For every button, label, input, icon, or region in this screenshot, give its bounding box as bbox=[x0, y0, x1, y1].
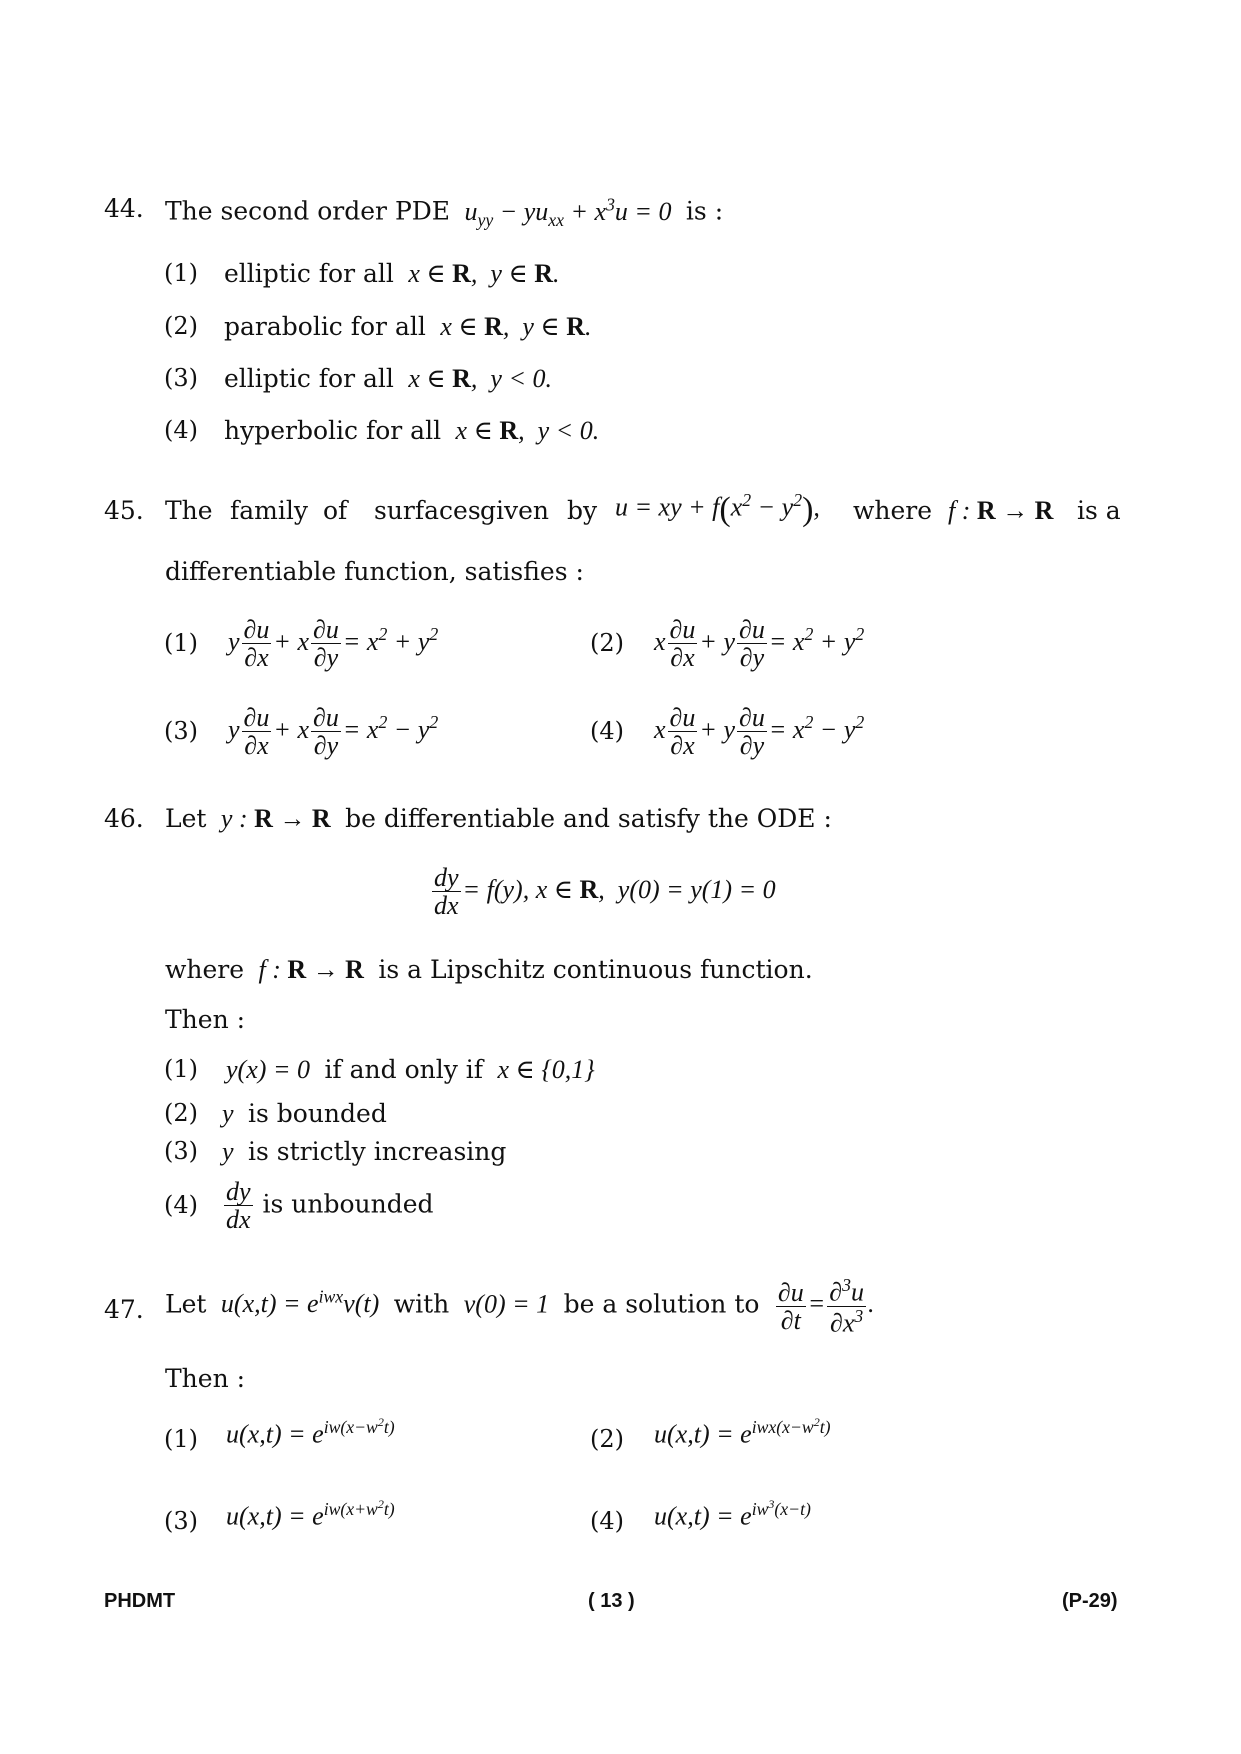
option-text: is strictly increasing bbox=[248, 1137, 507, 1166]
option-text: is unbounded bbox=[262, 1189, 434, 1219]
option-content bbox=[226, 1056, 595, 1085]
option-content bbox=[224, 260, 559, 289]
option-number: (3) bbox=[164, 717, 198, 745]
option-math: y $\frac{\partial u}{\partial x}$ + x $\frac{\partial u}{\partial y}$ = $x^2 - y^2$ bbox=[228, 703, 439, 761]
option-text: elliptic for all bbox=[224, 364, 394, 393]
option-content bbox=[222, 1100, 387, 1129]
option-text: parabolic for all bbox=[224, 312, 426, 341]
option-number: (3) bbox=[164, 364, 198, 392]
option-number: (4) bbox=[164, 1191, 198, 1219]
option-math: y $\frac{\partial u}{\partial x}$ + x $\frac{\partial u}{\partial y}$ = $x^2 + y^2$ bbox=[228, 615, 439, 673]
then-label: Then : bbox=[165, 1364, 246, 1393]
option-content bbox=[224, 313, 591, 342]
initial-condition: v(0) = 1 bbox=[457, 1289, 550, 1319]
question-number: 45. bbox=[104, 496, 144, 525]
function-map: y : R → R bbox=[214, 804, 331, 833]
option-number: (4) bbox=[590, 1507, 624, 1535]
option-number: (2) bbox=[590, 629, 624, 657]
option-text: elliptic for all bbox=[224, 259, 394, 288]
option-math: x ∈ R, y ∈ R. bbox=[401, 259, 560, 288]
stem-word: of bbox=[323, 496, 348, 525]
question-stem bbox=[165, 805, 832, 834]
option-math: x $\frac{\partial u}{\partial x}$ + y $\frac{\partial u}{\partial y}$ = $x^2 - y^2$ bbox=[654, 703, 865, 761]
option-math: $u(x,t) = e^{iw(x+w^2t)}$ bbox=[226, 1497, 395, 1531]
pde-equation: $\frac{\partial u}{\partial t}$ = $\frac{\partial^3u}{\partial x^3}$ . bbox=[777, 1275, 875, 1338]
option-number: (1) bbox=[164, 1055, 198, 1083]
stem-word: given bbox=[480, 496, 550, 525]
option-content bbox=[222, 1138, 506, 1167]
stem-word: The bbox=[165, 496, 213, 525]
pde-expression: $u_{yy} - yu_{xx} + x^3u = 0$ bbox=[458, 194, 672, 230]
option-text: if and only if bbox=[324, 1055, 484, 1084]
question-number: 44. bbox=[104, 194, 144, 223]
option-number: (4) bbox=[590, 717, 624, 745]
option-content bbox=[224, 365, 552, 394]
question-number: 47. bbox=[104, 1295, 144, 1324]
ode-equation: $\frac{dy}{dx}$ = f(y), x ∈ R, y(0) = y(1) = 0 bbox=[434, 863, 776, 921]
where-word: where bbox=[165, 955, 245, 984]
surface-equation: u = xy + $f(x^2 - y^2)$, bbox=[615, 490, 820, 528]
stem-text: be a solution to bbox=[563, 1289, 760, 1319]
option-math: $u(x,t) = e^{iw(x-w^2t)}$ bbox=[226, 1415, 395, 1449]
stem-text: The second order PDE bbox=[165, 196, 451, 226]
option-math: $u(x,t) = e^{iw^3(x-t)}$ bbox=[654, 1497, 811, 1531]
question-number: 46. bbox=[104, 804, 144, 833]
option-math: y(x) = 0 bbox=[226, 1055, 310, 1084]
option-text: hyperbolic for all bbox=[224, 416, 442, 445]
option-number: (1) bbox=[164, 259, 198, 287]
page-number: ( 13 ) bbox=[588, 1590, 635, 1612]
option-math: x ∈ R, y < 0. bbox=[401, 364, 552, 393]
option-math: x ∈ R, y < 0. bbox=[449, 416, 600, 445]
stem-suffix: be differentiable and satisfy the ODE : bbox=[345, 804, 832, 833]
stem-text: Let bbox=[165, 1289, 207, 1319]
option-number: (3) bbox=[164, 1137, 198, 1165]
stem-word: by bbox=[567, 496, 598, 525]
option-number: (1) bbox=[164, 1425, 198, 1453]
is-a-word: is a bbox=[1077, 496, 1121, 525]
option-math: y bbox=[222, 1099, 241, 1128]
function-map: f : R → R bbox=[252, 955, 364, 984]
question-stem bbox=[165, 1276, 875, 1337]
option-content bbox=[224, 417, 599, 446]
paper-code: (P-29) bbox=[1062, 1590, 1118, 1612]
stem-suffix: is : bbox=[685, 196, 724, 226]
option-math: $u(x,t) = e^{iwx(x-w^2t)}$ bbox=[654, 1415, 831, 1449]
option-number: (4) bbox=[164, 416, 198, 444]
where-word: where bbox=[853, 496, 933, 525]
option-number: (3) bbox=[164, 1507, 198, 1535]
option-math: x ∈ R, y ∈ R. bbox=[433, 312, 592, 341]
option-number: (1) bbox=[164, 629, 198, 657]
option-number: (2) bbox=[164, 1099, 198, 1127]
stem-word: family bbox=[230, 496, 308, 525]
option-content bbox=[222, 1178, 434, 1234]
stem-text: differentiable function, satisfies : bbox=[165, 557, 584, 586]
option-math: $\frac{dy}{dx}$ bbox=[226, 1177, 251, 1235]
question-stem bbox=[165, 195, 723, 230]
where-suffix: is a Lipschitz continuous function. bbox=[378, 955, 813, 984]
option-math: y bbox=[222, 1137, 241, 1166]
function-map: f : R → R bbox=[948, 496, 1054, 525]
then-label: Then : bbox=[165, 1005, 246, 1034]
solution-form: $u(x,t) = e^{iwx}v(t)$ bbox=[214, 1286, 380, 1319]
option-number: (2) bbox=[590, 1425, 624, 1453]
stem-text: Let bbox=[165, 804, 207, 833]
option-math: x $\frac{\partial u}{\partial x}$ + y $\frac{\partial u}{\partial y}$ = $x^2 + y^2$ bbox=[654, 615, 865, 673]
option-text: is bounded bbox=[248, 1099, 387, 1128]
stem-word: surfaces bbox=[374, 496, 481, 525]
with-word: with bbox=[393, 1289, 450, 1319]
option-math: x ∈ {0,1} bbox=[491, 1055, 595, 1084]
where-line bbox=[165, 956, 813, 985]
option-number: (2) bbox=[164, 312, 198, 340]
footer-code: PHDMT bbox=[104, 1590, 176, 1612]
